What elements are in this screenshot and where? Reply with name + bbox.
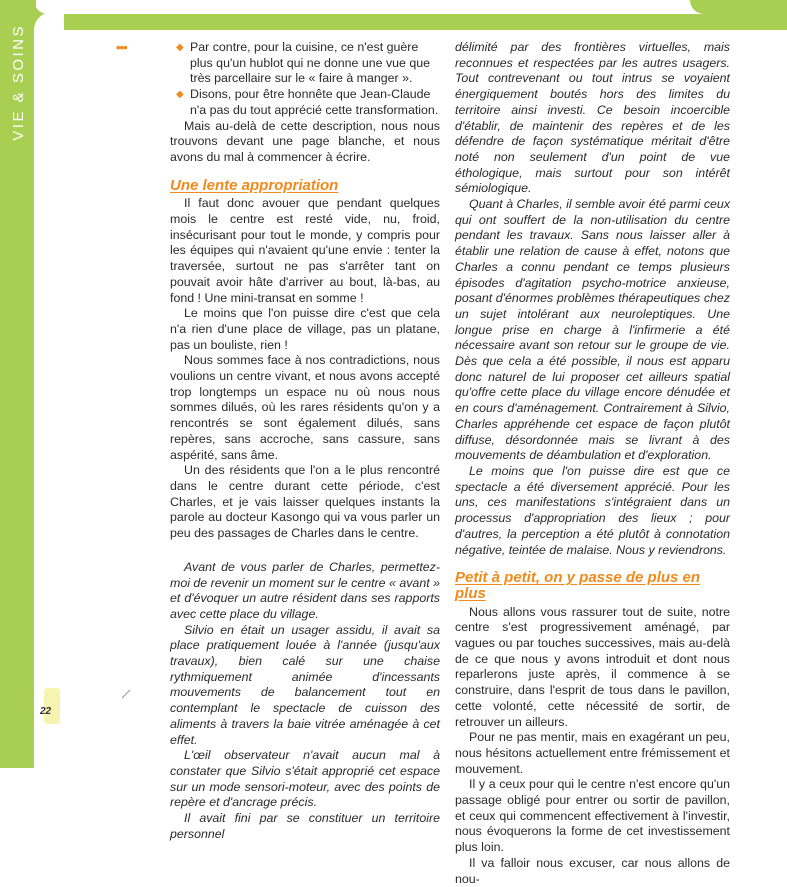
bullet-item: [176, 40, 440, 87]
paragraph: Un des résidents que l'on a le plus rencontré dans le centre durant cette période, c'est Charles, et je vais laisser quelques instants la parole au docteur Kasongo qui va vous parler un peu des passages de Charles dans le centre.: [170, 463, 440, 541]
section-title: [2, 24, 34, 174]
paragraph: Pour ne pas mentir, mais en exagérant un peu, nous hésitons actuellement entre frémissement et mouvement.: [455, 730, 730, 776]
top-band-notch: [690, 0, 787, 14]
paragraph: Il faut donc avouer que pendant quelques mois le centre est resté vide, nu, froid, insécurisant pour tout le monde, y compris pour les équipes qui n'avaient qu'une envie : tenter la traversée, surtout ne pas s'arrêter tant on pouvait avoir hâte d'arriver au bout, là-bas, au fond ! Une mini-transat en somme !: [170, 196, 440, 305]
spacer: [170, 542, 440, 560]
paragraph: Il va falloir nous excuser, car nous allons de nou-: [455, 855, 730, 886]
italic-paragraph: Silvio en était un usager assidu, il avait sa place pratiquement louée à l'année (jusqu'aux travaux), bien calé sur une chaise rythmiquement animée d'incessants mouvements de balancement tout en contemplant le spectacle de cuisson des aliments à travers la baie vitrée aménagée à cet effet.: [170, 622, 440, 747]
orange-dots-decoration: •••: [116, 40, 127, 55]
italic-paragraph: Le moins que l'on puisse dire est que ce spectacle a été diversement apprécié. Pour les uns, ces manifestations s'intégraient dans un processus d'appropriation des lieux ; pour d'autres, la perception a été plutôt à connotation négative, teintée de malaise. Nous y reviendrons.: [455, 463, 730, 557]
italic-paragraph: délimité par des frontières virtuelles, mais reconnues et respectées par les autres usagers. Tout contrevenant ou tout intrus se voyaient énergiquement boutés hors des limites du territoire ainsi investi. Ce besoin incoercible d'établir, de maintenir des repères et de les défendre de façon systématique méritait d'être noté non seulement d'un point de vue éthologique, mais surtout pour son intérêt sémiologique.: [455, 40, 730, 196]
top-band-inner: [34, 0, 787, 14]
paragraph: Mais au-delà de cette description, nous nous trouvons devant une page blanche, et nous avons du mal à commencer à écrire.: [170, 118, 440, 164]
italic-paragraph: Il avait fini par se constituer un territoire personnel: [170, 811, 440, 841]
page-number: 22: [40, 706, 52, 717]
section-heading: Petit à petit, on y passe de plus en plus: [455, 569, 701, 602]
side-band-inner: [34, 12, 64, 768]
italic-paragraph: Quant à Charles, il semble avoir été parmi ceux qui ont souffert de la non-utilisation du centre pendant les travaux. Sans nous laisser aller à établir une relation de cause à effet, notons que Charles a connu pendant ce temps plusieurs épisodes d'agitation psycho-motrice anxieuse, posant d'énormes problèmes thérapeutiques chez un sujet intolérant aux neuroleptiques. Une longue prise en charge à l'infirmerie a été nécessaire avant son retour sur le groupe de vie. Dès que cela a été possible, il nous est apparu donc naturel de lui proposer cet ailleurs spatial qu'offre cette place du village encore dénudée et en cours d'aménagement. Contrairement à Silvio, Charles appréhende cet espace de façon plutôt diffuse, désordonnée mais se livrant à des mouvements de déambulation et d'exploration.: [455, 197, 731, 463]
section-title-text: VIE & SOINS: [9, 24, 27, 141]
paragraph: Il y a ceux pour qui le centre n'est encore qu'un passage obligé pour entrer ou sortir de pavillon, et ceux qui commencent effectivement à l'investir, nous évoquerons la forme de cet investissement plus loin.: [455, 777, 730, 855]
bullet-text: Par contre, pour la cuisine, ce n'est guère plus qu'un hublot qui ne donne une vue que très parcellaire sur le « faire à manger ».: [190, 40, 431, 86]
paragraph: Nous sommes face à nos contradictions, nous voulions un centre vivant, et nous avons accepté trop longtemps un espace nu où nous nous sommes dilués, où les rares résidents qu'on y a rencontrés se sont également dilués, sans repères, sans accroche, sans cassure, sans aspérité, sans âme.: [170, 353, 440, 462]
bullet-text: Disons, pour être honnête que Jean-Claude n'a pas du tout apprécié cette transformation.: [190, 87, 439, 117]
diamond-bullet-icon: ◆: [176, 42, 184, 53]
right-column: [455, 40, 730, 887]
left-column: [170, 40, 440, 842]
pen-mark-icon: [120, 688, 132, 700]
paragraph: Le moins que l'on puisse dire c'est que cela n'a rien d'une place de village, pas un platane, pas un bouliste, rien !: [170, 306, 440, 352]
italic-paragraph: Avant de vous parler de Charles, permettez-moi de revenir un moment sur le centre « avant » et d'évoquer un autre résident dans ses rapports avec cette place du village.: [170, 559, 440, 621]
section-heading: Une lente appropriation: [170, 176, 339, 194]
paragraph: Nous allons vous rassurer tout de suite, notre centre s'est progressivement aménagé, par vagues ou par touches successives, mais au-delà de ce que nous y avons introduit et dont nous reparlerons juste après, il commence à se construire, dans l'esprit de tous dans le pavillon, cette volonté, cette nécessité de sortir, de retrouver un ailleurs.: [455, 604, 730, 729]
italic-paragraph: L'œil observateur n'avait aucun mal à constater que Silvio s'était approprié cet espace sur un mode sensori-moteur, avec des points de repère et d'ancrage précis.: [170, 748, 440, 810]
bullet-item: [176, 87, 440, 118]
diamond-bullet-icon: ◆: [176, 89, 184, 101]
